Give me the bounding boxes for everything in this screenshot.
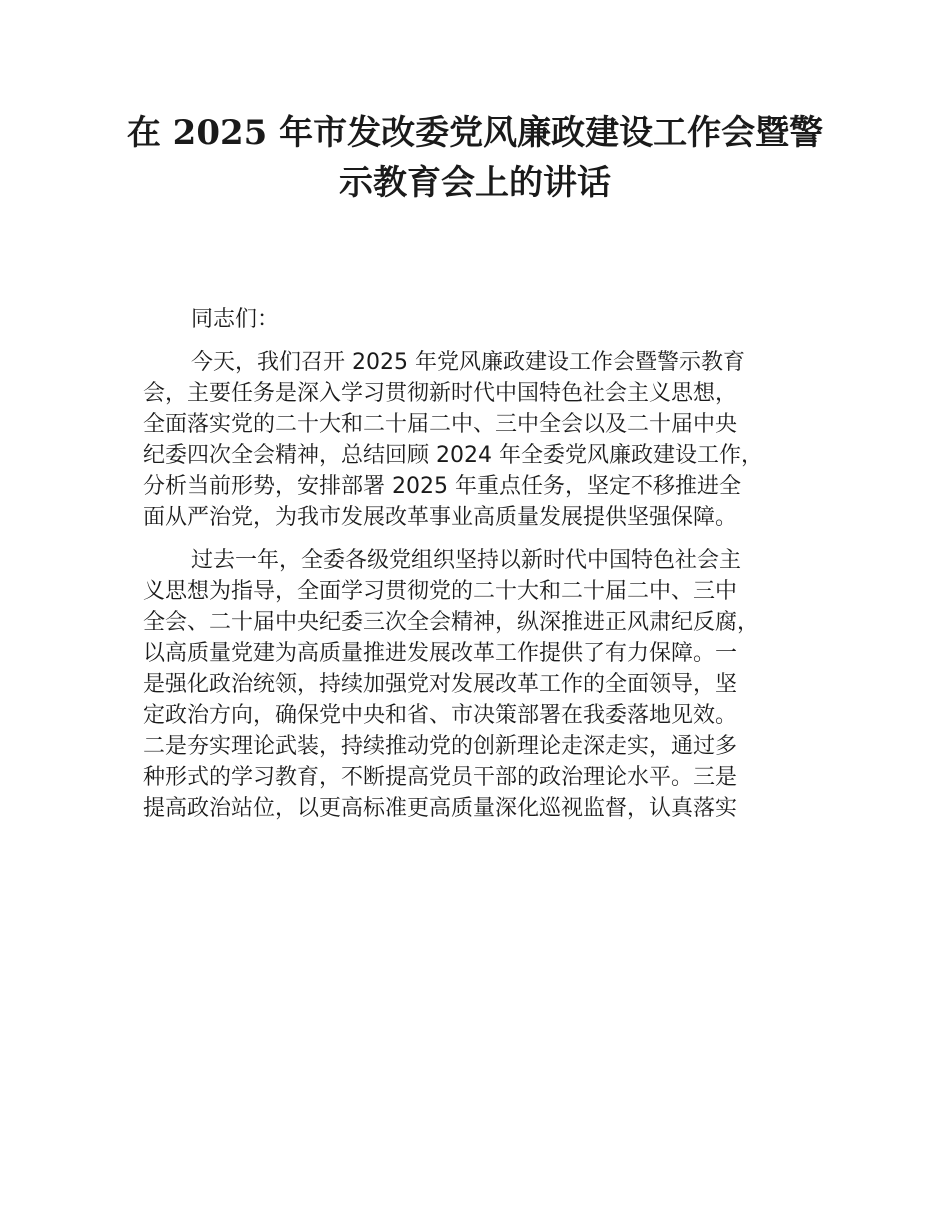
paragraph-line: 面从严治党，为我市发展改革事业高质量发展提供坚强保障。 [143,505,738,530]
paragraph-line: 提高政治站位，以更高标准更高质量深化巡视监督，认真落实 [143,796,738,821]
paragraph-line: 过去一年，全委各级党组织坚持以新时代中国特色社会主 [191,548,742,573]
paragraph-line: 今天，我们召开 2025 年党风廉政建设工作会暨警示教育 [191,350,745,375]
title-line-1: 在 2025 年市发改委党风廉政建设工作会暨警 [126,113,824,153]
paragraph-2 [143,543,815,822]
paragraph-line: 纪委四次全会精神，总结回顾 2024 年全委党风廉政建设工作， [143,443,763,468]
salutation [143,302,815,333]
paragraph-line: 全会、二十届中央纪委三次全会精神，纵深推进正风肃纪反腐， [143,610,760,635]
paragraph-line: 二是夯实理论武装，持续推动党的创新理论走深走实，通过多 [143,734,738,759]
paragraph-line: 是强化政治统领，持续加强党对发展改革工作的全面领导，坚 [143,672,738,697]
salutation-text: 同志们： [191,307,280,332]
title-line-2: 示教育会上的讲话 [339,163,611,203]
document-title [120,108,830,208]
paragraph-line: 分析当前形势，安排部署 2025 年重点任务，坚定不移推进全 [143,474,741,499]
paragraph-line: 定政治方向，确保党中央和省、市决策部署在我委落地见效。 [143,703,738,728]
paragraph-line: 种形式的学习教育，不断提高党员干部的政治理论水平。三是 [143,765,738,790]
paragraph-line: 义思想为指导，全面学习贯彻党的二十大和二十届二中、三中 [143,579,738,604]
paragraph-1 [143,345,815,531]
paragraph-line: 全面落实党的二十大和二十届二中、三中全会以及二十届中央 [143,412,738,437]
paragraph-line: 以高质量党建为高质量推进发展改革工作提供了有力保障。一 [143,641,738,666]
document-body [143,302,815,822]
paragraph-line: 会，主要任务是深入学习贯彻新时代中国特色社会主义思想， [143,381,738,406]
